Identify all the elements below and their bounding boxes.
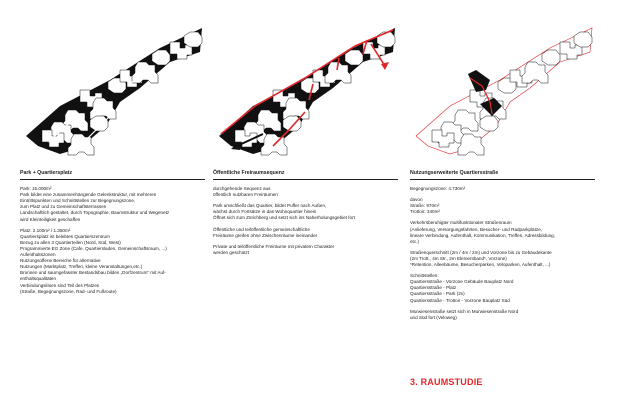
paragraph bbox=[213, 203, 398, 221]
text-line: Brunnen und saumgefasster Bestandsbau bilden „Dorfzentrum“ mit Auf- bbox=[20, 270, 166, 276]
text-line: Murwiesenstraße setzt sich in Murwiesenstraße Nord bbox=[410, 308, 519, 314]
text-line: Öffentliche und teilöffentliche gemeinschaftliche bbox=[213, 226, 310, 232]
paragraph bbox=[213, 244, 398, 256]
text-line: Verbindungslinien sind Teil des Platzes bbox=[20, 282, 100, 288]
text-line: etc.) bbox=[410, 238, 419, 244]
text-line: und Süd fort (Veloweg) bbox=[410, 314, 457, 320]
column-title: Nutzungserweiterte Quartiersstraße bbox=[410, 170, 595, 180]
text-line: Private und teilöffentliche Freiräume mit privatem Charakter bbox=[213, 243, 335, 249]
text-line: Straßenquerschnitt (2m / 4m / 2m) und Vorzone bis zu Gebäudekante bbox=[410, 249, 552, 255]
paragraph bbox=[410, 186, 595, 192]
text-line: Quartiersstraße - Trottoir - Vorzone Bauplatz Süd bbox=[410, 297, 510, 303]
freiraum-column bbox=[213, 170, 398, 261]
text-line: Quartiersstraße - Vorzone Gebäude Bauplatz Nord bbox=[410, 279, 514, 285]
paragraph bbox=[20, 228, 205, 295]
text-line: enthaltsqualitäten bbox=[20, 276, 57, 282]
text-line: Eintrittspunkten und Schnittstellen zur Begegnungszone, bbox=[20, 198, 136, 204]
text-line: durchgehende Sequenz aus bbox=[213, 186, 271, 192]
text-line: Nutzungen (Marktplatz, Treffen, kleine Veranstaltungen,etc.) bbox=[20, 264, 143, 270]
column-title: Öffentliche Freiraumsequenz bbox=[213, 170, 398, 180]
text-line: Öffnet sich zum Zürichberg und setzt sich ins Naherholungsgebiet fort bbox=[213, 215, 355, 221]
text-line: Bezug zu allen 3 Quartierteilen (Nord, Süd, West) bbox=[20, 239, 121, 245]
text-line: Park umschließt das Quartier, bildet Puffer nach Außen, bbox=[213, 203, 327, 209]
text-line: werden geschützt bbox=[213, 249, 250, 255]
text-line: wächst durch Fortsätze in das Wohnquartier hinein bbox=[213, 209, 317, 215]
paragraph bbox=[410, 273, 595, 303]
text-line: (Straße, Begegnungszone, Rad- und Fußroute) bbox=[20, 288, 117, 294]
text-line: öffentlich nutzbaren Freiräumen bbox=[213, 192, 278, 198]
text-line: Verkehrsberuhigter multifunktionaler Straßenraum bbox=[410, 220, 512, 226]
paragraph bbox=[410, 309, 595, 321]
text-line: Nutzungsoffene Bereiche für alternative bbox=[20, 258, 101, 264]
freiraumsequenz-diagram bbox=[213, 18, 398, 158]
column-title: Park + Quartiersplatz bbox=[20, 170, 205, 180]
text-line: Schnittstellen: bbox=[410, 273, 439, 279]
text-line: Begegnungszone: 4.730m² bbox=[410, 186, 466, 192]
text-line: wird Kleinteiligkeit geschaffen bbox=[20, 216, 81, 222]
text-line: Trottoir: 340m² bbox=[410, 209, 440, 215]
paragraph bbox=[410, 250, 595, 268]
strasse-column bbox=[410, 170, 595, 326]
text-line: davon bbox=[410, 197, 423, 203]
paragraph bbox=[213, 227, 398, 239]
text-line: Park bildet eine zusammenhängende Gelenkstruktur, mit mehreren bbox=[20, 192, 157, 198]
park-column bbox=[20, 170, 205, 300]
paragraph bbox=[213, 186, 398, 198]
text-line: (2m Trott., 4m Str., 2m Elementband*, Vorzone) bbox=[410, 255, 507, 261]
text-line: Landschaftlich gestaltet, durch Topographie, Baumstruktur und Wegenetz bbox=[20, 210, 170, 216]
text-line: Straße: 970m² bbox=[410, 203, 440, 209]
text-line: lineare Verbindung, Aufenthalt, Kommunikation, Treffen, Adressbildung, bbox=[410, 232, 555, 238]
text-line: Quartiersstraße - Park (2x) bbox=[410, 291, 465, 297]
text-line: Freiräume greifen ohne Zwischenräume ineinander bbox=[213, 232, 318, 238]
paragraph bbox=[410, 197, 595, 215]
text-line: (Anlieferung, Versorgungsfahrten, Besucher- und Radparkplätze, bbox=[410, 226, 543, 232]
park-diagram bbox=[20, 18, 205, 158]
text-line: *Retention, Alleebäume, Besucherparken, Veloparken, Aufenthalt, ...) bbox=[410, 262, 551, 268]
text-line: zum Platz und zu Gemeinschaftsterrassen bbox=[20, 204, 107, 210]
text-line: Park: 15.000m² bbox=[20, 186, 52, 192]
text-line: Quartiersplatz ist belebtes Quartierszentrum bbox=[20, 233, 110, 239]
text-line: Aufenthaltszonen bbox=[20, 252, 56, 258]
text-line: Platz: 2.100m² / 1.350m² bbox=[20, 227, 71, 233]
text-line: Programmierte EG Zone (Cafe, Quartiersladen, Gemeinschaftsraum, ...) bbox=[20, 245, 167, 251]
paragraph bbox=[410, 220, 595, 244]
paragraph bbox=[20, 186, 205, 223]
text-line: Quartiersstraße - Platz bbox=[410, 285, 457, 291]
quartiersstrasse-diagram bbox=[410, 18, 595, 158]
section-title: 3. RAUMSTUDIE bbox=[410, 377, 483, 387]
black-street-zone bbox=[468, 70, 490, 92]
